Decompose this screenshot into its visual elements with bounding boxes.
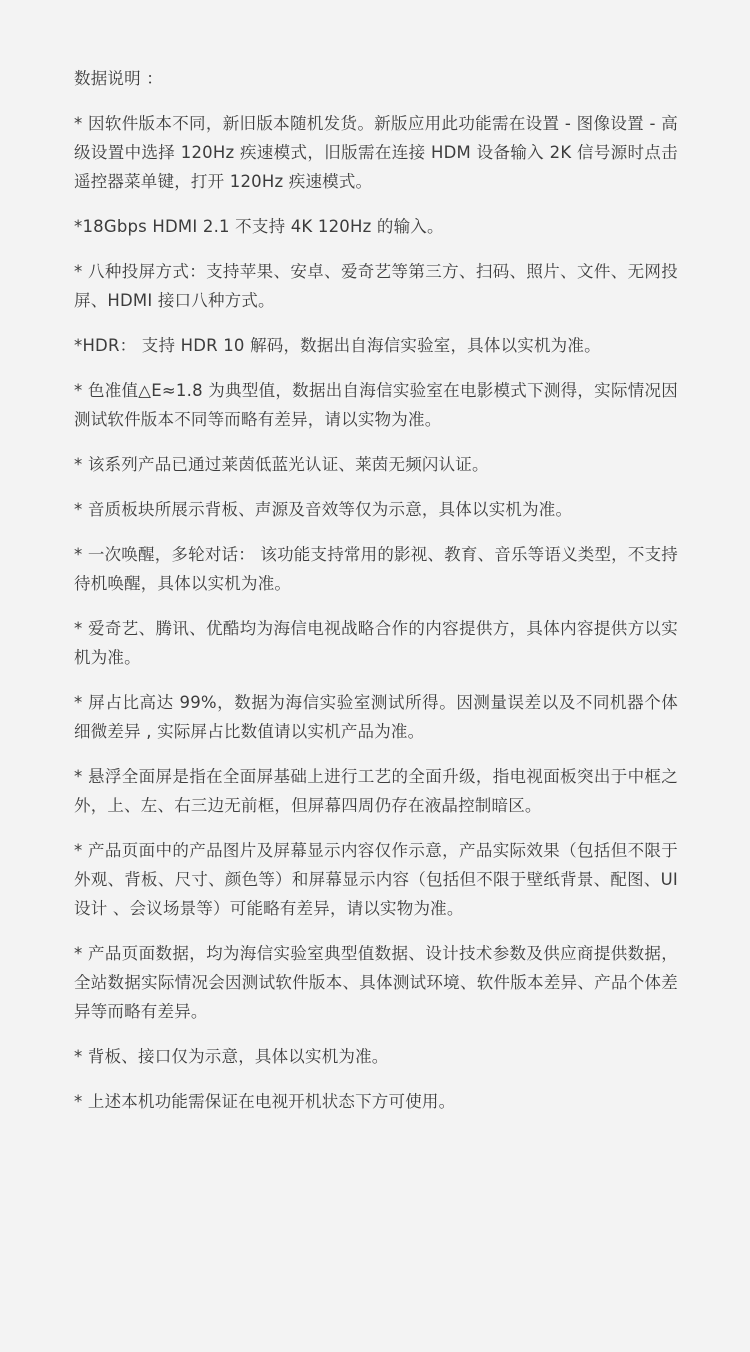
note-floating-screen: * 悬浮全面屏是指在全面屏基础上进行工艺的全面升级，指电视面板突出于中框之外，上、左、右三边无前框，但屏幕四周仍存在液晶控制暗区。: [74, 767, 678, 815]
note-color-accuracy: * 色准值△E≈1.8 为典型值，数据出自海信实验室在电影模式下测得，实际情况因测试软件版本不同等而略有差异，请以实物为准。: [74, 381, 678, 429]
note-software-version: * 因软件版本不同，新旧版本随机发货。新版应用此功能需在设置 - 图像设置 - 高级设置中选择 120Hz 疾速模式，旧版需在连接 HDM 设备输入 2K 信号源时点击遥控器菜单键，打开 120Hz 疾速模式。: [74, 114, 678, 191]
note-voice-wakeup: * 一次唤醒，多轮对话： 该功能支持常用的影视、教育、音乐等语义类型，不支持待机唤醒，具体以实机为准。: [74, 545, 678, 593]
note-certification: * 该系列产品已通过莱茵低蓝光认证、莱茵无频闪认证。: [74, 455, 489, 474]
note-screen-cast: * 八种投屏方式：支持苹果、安卓、爱奇艺等第三方、扫码、照片、文件、无网投屏、HDMI 接口八种方式。: [74, 262, 678, 310]
notes-title: 数据说明 ：: [74, 69, 163, 88]
note-product-images: * 产品页面中的产品图片及屏幕显示内容仅作示意，产品实际效果（包括但不限于外观、背板、尺寸、颜色等）和屏幕显示内容（包括但不限于壁纸背景、配图、UI 设计 、会议场景等）可能略有差异，请以实物为准。: [74, 841, 678, 918]
note-hdmi: *18Gbps HDMI 2.1 不支持 4K 120Hz 的输入。: [74, 217, 444, 236]
note-page-data: * 产品页面数据，均为海信实验室典型值数据、设计技术参数及供应商提供数据，全站数据实际情况会因测试软件版本、具体测试环境、软件版本差异、产品个体差异等而略有差异。: [74, 944, 678, 1021]
data-notes: [74, 64, 678, 1132]
note-back-panel: * 背板、接口仅为示意，具体以实机为准。: [74, 1047, 389, 1066]
note-content-providers: * 爱奇艺、腾讯、优酷均为海信电视战略合作的内容提供方，具体内容提供方以实机为准。: [74, 619, 678, 667]
note-hdr: *HDR： 支持 HDR 10 解码，数据出自海信实验室，具体以实机为准。: [74, 336, 601, 355]
note-screen-ratio: * 屏占比高达 99%，数据为海信实验室测试所得。因测量误差以及不同机器个体细微差异 , 实际屏占比数值请以实机产品为准。: [74, 693, 678, 741]
note-power-state: * 上述本机功能需保证在电视开机状态下方可使用。: [74, 1092, 456, 1111]
note-audio: * 音质板块所展示背板、声源及音效等仅为示意，具体以实机为准。: [74, 500, 573, 519]
